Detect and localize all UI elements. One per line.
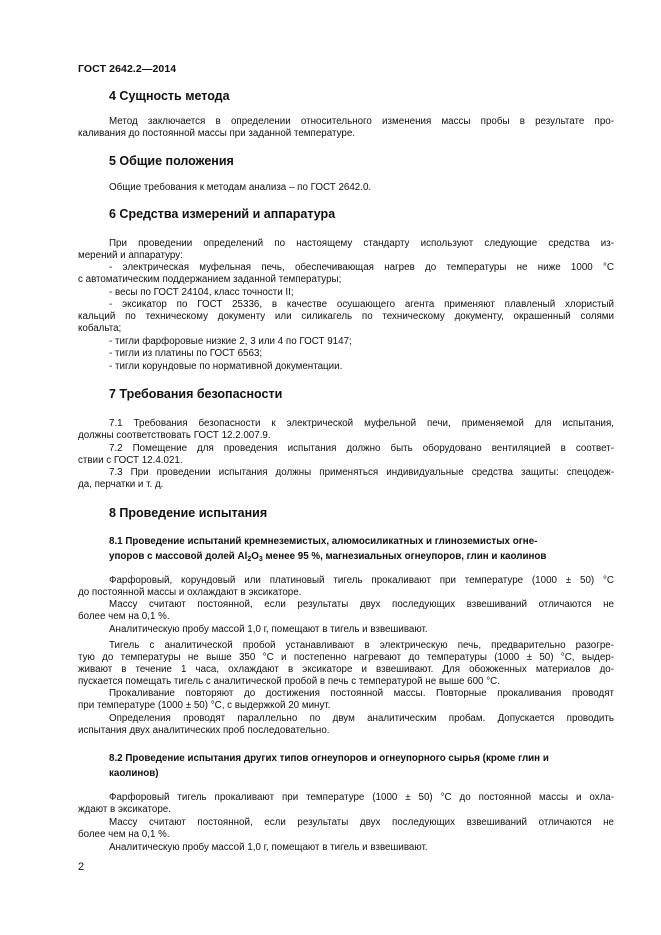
paragraph-line: Общие требования к методам анализа – по ГОСТ 2642.0. bbox=[109, 182, 372, 193]
document-header: ГОСТ 2642.2—2014 bbox=[78, 63, 177, 75]
paragraph-line: 7.1 Требования безопасности к электрической муфельной печи, применяемой для испытания, bbox=[109, 418, 614, 429]
section-6-title: 6 Средства измерений и аппаратура bbox=[109, 207, 336, 221]
paragraph-line: каливания до постоянной массы при заданной температуре. bbox=[78, 128, 355, 139]
title-part: менее 95 %, магнезиальных огнеупоров, глин и каолинов bbox=[262, 551, 547, 562]
section-5-title: 5 Общие положения bbox=[109, 154, 234, 168]
paragraph-line: живают в течение 1 часа, охлаждают в эксикаторе и взвешивают. Для обожженных материалов до- bbox=[78, 664, 614, 675]
list-item: - тигли корундовые по нормативной документации. bbox=[109, 361, 343, 372]
title-part: O bbox=[251, 551, 259, 562]
paragraph-line: да, перчатки и т. д. bbox=[78, 479, 164, 490]
paragraph-line: ствии с ГОСТ 12.4.021. bbox=[78, 455, 183, 466]
paragraph-line: Фарфоровый, корундовый или платиновый тигель прокаливают при температуре (1000 ± 50) °С bbox=[109, 575, 614, 586]
paragraph-line: Аналитическую пробу массой 1,0 г, помещают в тигель и взвешивают. bbox=[109, 624, 428, 635]
list-item: - тигли из платины по ГОСТ 6563; bbox=[109, 348, 263, 359]
title-part: упоров с массовой долей Al bbox=[109, 551, 248, 562]
list-item: - эксикатор по ГОСТ 25336, в качестве осушающего агента применяют плавленый хлористый bbox=[109, 299, 614, 310]
subsection-title-line: 8.1 Проведение испытаний кремнеземистых, алюмосиликатных и глиноземистых огне- bbox=[109, 536, 538, 547]
subsection-title-line: 8.2 Проведение испытания других типов огнеупоров и огнеупорного сырья (кроме глин и bbox=[109, 753, 549, 764]
paragraph-line: 7.2 Помещение для проведения испытания должно быть оборудовано вентиляцией в соответ- bbox=[109, 443, 614, 454]
paragraph-line: Аналитическую пробу массой 1,0 г, помещают в тигель и взвешивают. bbox=[109, 842, 428, 853]
paragraph-line: с автоматическим поддержанием заданной температуры; bbox=[78, 274, 342, 285]
paragraph-line: Метод заключается в определении относительного изменения массы пробы в результате про- bbox=[109, 116, 614, 127]
section-7-title: 7 Требования безопасности bbox=[109, 387, 283, 401]
subsection-title-line bbox=[109, 549, 614, 567]
section-4-title: 4 Сущность метода bbox=[109, 89, 230, 103]
section-8-title: 8 Проведение испытания bbox=[109, 506, 268, 520]
paragraph-line: Фарфоровый тигель прокаливают при температуре (1000 ± 50) °С до постоянной массы и охла- bbox=[109, 792, 614, 803]
paragraph-line: При проведении определений по настоящему стандарту используют следующие средства из- bbox=[109, 238, 614, 249]
paragraph-line: Прокаливание повторяют до достижения постоянной массы. Повторные прокаливания проводят bbox=[109, 688, 614, 699]
list-item: - весы по ГОСТ 24104, класс точности II; bbox=[109, 287, 294, 298]
subsection-8-1-title bbox=[109, 534, 614, 567]
paragraph-line: должны соответствовать ГОСТ 12.2.007.9. bbox=[78, 430, 271, 441]
paragraph-line: пускается помещать тигель с аналитической пробой в печь с температурой не выше 600 °С. bbox=[78, 676, 500, 687]
paragraph-line: кальций по техническому документу или силикагель по техническому документу, окрашенный солями bbox=[78, 311, 614, 322]
subscript: 2 bbox=[247, 556, 252, 563]
paragraph-line: тую до температуры не выше 350 °С и постепенно нагревают до температуры (1000 ± 50) °С, выдер- bbox=[78, 652, 614, 663]
list-item: - электрическая муфельная печь, обеспечивающая нагрев до температуры не ниже 1000 °С bbox=[109, 262, 614, 273]
paragraph-line: мерений и аппаратуру: bbox=[78, 250, 183, 261]
paragraph-line: Определения проводят параллельно по двум аналитическим пробам. Допускается проводить bbox=[109, 713, 614, 724]
paragraph-line: Массу считают постоянной, если результаты двух последующих взвешиваний отличаются не bbox=[109, 599, 614, 610]
paragraph-line: Массу считают постоянной, если результаты двух последующих взвешиваний отличаются не bbox=[109, 817, 614, 828]
page-number: 2 bbox=[78, 861, 85, 873]
subsection-title-line: каолинов) bbox=[109, 768, 159, 779]
subscript: 3 bbox=[258, 556, 263, 563]
paragraph-line: 7.3 При проведении испытания должны применяться индивидуальные средства защиты: спецодеж- bbox=[109, 467, 614, 478]
paragraph-line: Тигель с аналитической пробой устанавливают в электрическую печь, предварительно разогре- bbox=[109, 640, 614, 651]
paragraph-line: более чем на 0,1 %. bbox=[78, 829, 170, 840]
list-item: - тигли фарфоровые низкие 2, 3 или 4 по ГОСТ 9147; bbox=[109, 336, 352, 347]
paragraph-line: до постоянной массы и охлаждают в эксикаторе. bbox=[78, 587, 302, 598]
paragraph-line: более чем на 0,1 %. bbox=[78, 611, 170, 622]
subsection-8-2-title bbox=[109, 751, 614, 781]
paragraph-line: испытания двух аналитических проб последовательно. bbox=[78, 725, 330, 736]
paragraph-line: при температуре (1000 ± 50) °С, с выдержкой 20 минут. bbox=[78, 700, 331, 711]
paragraph-line: кобальта; bbox=[78, 323, 122, 334]
paragraph-line: ждают в эксикаторе. bbox=[78, 804, 171, 815]
